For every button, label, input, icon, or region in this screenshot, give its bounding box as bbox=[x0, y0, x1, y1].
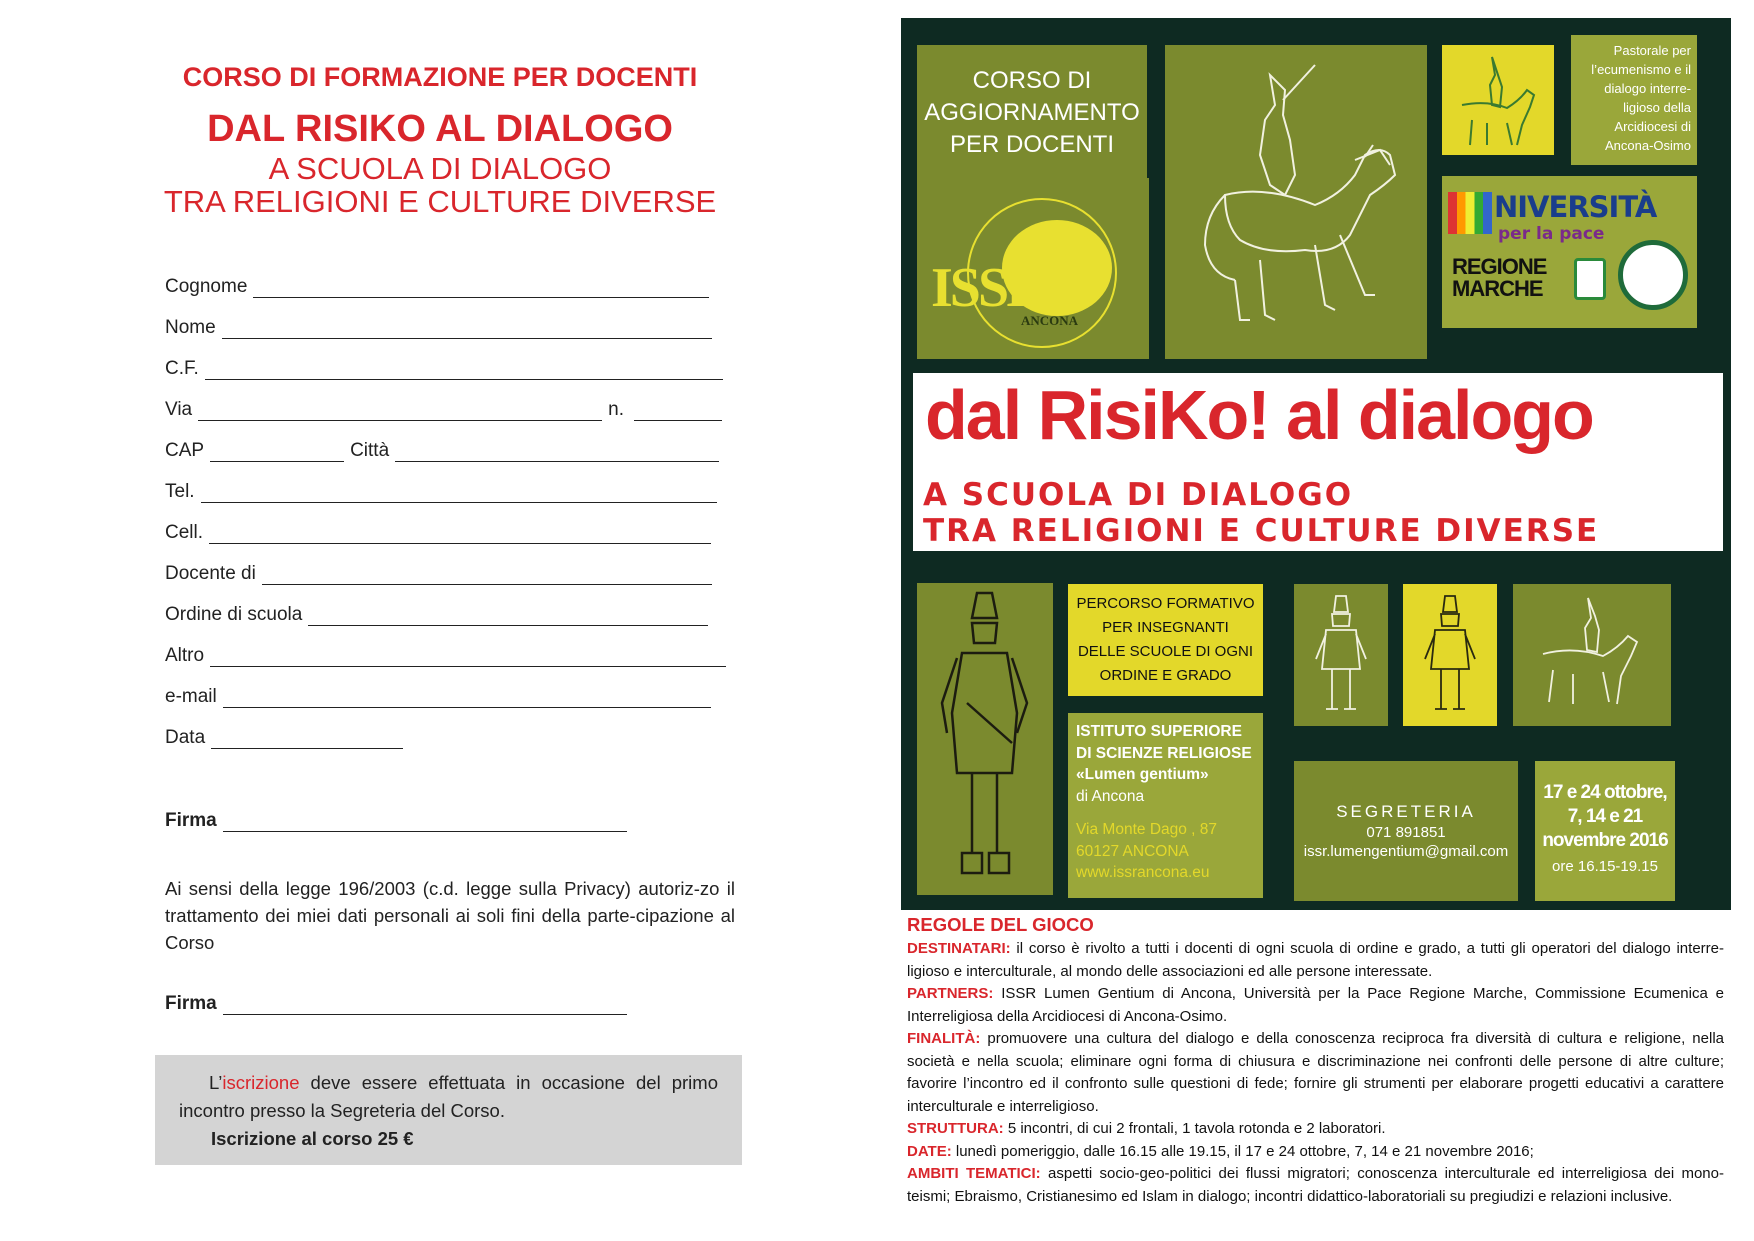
horseman-illustration-large bbox=[1165, 45, 1427, 359]
percorso-line-2: PER INSEGNANTI bbox=[1102, 619, 1229, 636]
ordine-field[interactable] bbox=[165, 594, 708, 626]
poster bbox=[901, 18, 1731, 910]
data-label: Data bbox=[165, 727, 206, 748]
docente-label: Docente di bbox=[165, 563, 256, 584]
title-banner bbox=[913, 373, 1723, 551]
course-subtitle-2: TRA RELIGIONI E CULTURE DIVERSE bbox=[163, 184, 717, 219]
percorso-line-4: ORDINE E GRADO bbox=[1099, 667, 1232, 684]
corso-line-2: AGGIORNAMENTO bbox=[924, 99, 1140, 126]
cell-field[interactable] bbox=[165, 512, 711, 544]
regione-label: REGIONE MARCHE bbox=[1452, 254, 1547, 301]
soldier-illustration-small-2 bbox=[1403, 584, 1497, 726]
nome-field[interactable] bbox=[165, 307, 712, 339]
tel-line[interactable] bbox=[201, 483, 717, 503]
corso-line-3: PER DOCENTI bbox=[949, 131, 1114, 158]
cap-field[interactable] bbox=[165, 430, 719, 462]
banner-subtitle-2: TRA RELIGIONI E CULTURE DIVERSE bbox=[923, 513, 1600, 549]
email-line[interactable] bbox=[223, 688, 711, 708]
banner-subtitle-1: A SCUOLA DI DIALOGO bbox=[923, 477, 1354, 513]
firma-field-2[interactable] bbox=[165, 983, 627, 1015]
cf-field[interactable] bbox=[165, 348, 723, 380]
percorso-line-1: PERCORSO FORMATIVO bbox=[1076, 595, 1255, 612]
cap-line[interactable] bbox=[210, 442, 344, 462]
firma-line-2[interactable] bbox=[223, 995, 627, 1015]
docente-field[interactable] bbox=[165, 553, 712, 585]
numero-label: n. bbox=[608, 399, 624, 420]
firma-label-2: Firma bbox=[165, 993, 217, 1014]
cell-line[interactable] bbox=[209, 524, 711, 544]
horseman-illustration-small bbox=[1442, 45, 1554, 155]
course-header: CORSO DI FORMAZIONE PER DOCENTI bbox=[182, 62, 698, 92]
registration-keyword: iscrizione bbox=[222, 1072, 300, 1093]
cognome-label: Cognome bbox=[165, 276, 248, 297]
rules-section bbox=[907, 912, 1724, 1208]
segreteria-panel bbox=[1294, 761, 1518, 901]
firma-field-1[interactable] bbox=[165, 800, 627, 832]
partners-panel bbox=[1442, 176, 1697, 328]
dates-hours: ore 16.15-19.15 bbox=[1552, 858, 1658, 875]
consiglio-regionale-seal-icon bbox=[1618, 240, 1688, 310]
cognome-line[interactable] bbox=[253, 278, 709, 298]
soldier-illustration-large bbox=[917, 583, 1053, 895]
cell-label: Cell. bbox=[165, 522, 204, 543]
registration-box bbox=[155, 1055, 742, 1165]
numero-line[interactable] bbox=[634, 401, 722, 421]
corso-line-1: CORSO DI bbox=[972, 67, 1092, 94]
cap-label: CAP bbox=[165, 440, 205, 461]
email-label: e-mail bbox=[165, 686, 217, 707]
ordine-label: Ordine di scuola bbox=[165, 604, 303, 625]
banner-title: dal RisiKo! al dialogo bbox=[925, 376, 1593, 454]
dates-line-2: 7, 14 e 21 bbox=[1567, 806, 1643, 827]
rules-ambiti: AMBITI TEMATICI: aspetti socio-geo-politici dei flussi migratori; conoscenza interculturale ed interreligiosa dei mono-teismi; Ebraismo, Cristianesimo ed Islam in dialogo; incontri didattico-laboratoriali su pregiudizi e relazioni inclusive. bbox=[907, 1165, 1724, 1205]
rules-date: DATE: lunedì pomeriggio, dalle 16.15 alle 19.15, il 17 e 24 ottobre, 7, 14 e 21 novembre 2016; bbox=[907, 1142, 1534, 1160]
tel-label: Tel. bbox=[165, 481, 195, 502]
pastorale-text: Pastorale per l’ecumenismo e il dialogo interre-ligioso della Arcidiocesi di Ancona-Osimo bbox=[1591, 43, 1691, 153]
firma-line-1[interactable] bbox=[223, 812, 627, 832]
registration-fee: Iscrizione al corso 25 € bbox=[211, 1128, 414, 1149]
regione-marche-emblem-icon bbox=[1574, 258, 1606, 300]
soldier-illustration-small-1 bbox=[1294, 584, 1388, 726]
horseman-panel-large bbox=[1165, 45, 1427, 359]
data-field[interactable] bbox=[165, 717, 403, 749]
istituto-line-1: ISTITUTO SUPERIORE bbox=[1076, 723, 1242, 740]
issr-logo-text: ISSR bbox=[931, 257, 1044, 319]
privacy-text: Ai sensi della legge 196/2003 (c.d. legge sulla Privacy) autoriz-zo il trattamento dei miei dati personali ai soli fini della parte-cipazione al Corso bbox=[165, 878, 735, 953]
corso-panel bbox=[917, 45, 1147, 181]
rules-destinatari: DESTINATARI: il corso è rivolto a tutti i docenti di ogni scuola di ordine e grado, a tutti gli operatori del dialogo interre-ligioso e interculturale, al mondo delle associazioni ed alle persone interessate. bbox=[907, 940, 1724, 980]
registration-text: L’iscrizione deve essere effettuata in occasione del primo incontro presso la Segreteria del Corso. bbox=[179, 1072, 718, 1121]
via-field[interactable] bbox=[165, 389, 722, 421]
soldier-panel-left bbox=[917, 583, 1053, 895]
rainbow-u-icon bbox=[1448, 192, 1492, 234]
horseman-panel-bottom bbox=[1513, 584, 1671, 726]
cf-label: C.F. bbox=[165, 358, 199, 379]
citta-line[interactable] bbox=[395, 442, 719, 462]
istituto-line-4: di Ancona bbox=[1076, 787, 1145, 805]
citta-label: Città bbox=[350, 440, 390, 461]
rules-partners: PARTNERS: ISSR Lumen Gentium di Ancona, Università per la Pace Regione Marche, Commissione Ecumenica e Interreligiosa della Arcidiocesi di Ancona-Osimo. bbox=[907, 985, 1724, 1025]
issr-logo-city: ANCONA bbox=[1021, 313, 1079, 328]
istituto-address-2: 60127 ANCONA bbox=[1076, 842, 1189, 860]
firma-label-1: Firma bbox=[165, 810, 217, 831]
altro-field[interactable] bbox=[165, 635, 726, 667]
istituto-address-1: Via Monte Dago , 87 bbox=[1076, 821, 1218, 838]
course-subtitle-1: A SCUOLA DI DIALOGO bbox=[268, 151, 612, 186]
soldier-panel-small-1 bbox=[1294, 584, 1388, 726]
rules-finalita: FINALITÀ: promuovere una cultura del dialogo e della conoscenza reciproca fra diversità di cultura e religione, nella società e nella scuola; eliminare ogni forma di chiusura e discriminazione nei confronti delle persone di altre culture; favorire l’incontro ed il confronto sulle questioni di fede; fornire gli strumenti per elaborare progetti educativi a carattere interculturale e interreligioso. bbox=[907, 1030, 1724, 1115]
horseman-panel-small bbox=[1442, 45, 1554, 155]
universita-title: NIVERSITÀ bbox=[1494, 190, 1657, 224]
pastorale-panel bbox=[1571, 35, 1697, 165]
istituto-line-2: DI SCIENZE RELIGIOSE bbox=[1076, 744, 1252, 762]
rules-struttura: STRUTTURA: 5 incontri, di cui 2 frontali, 1 tavola rotonda e 2 laboratori. bbox=[907, 1120, 1386, 1137]
email-field[interactable] bbox=[165, 676, 711, 708]
issr-logo-panel bbox=[917, 178, 1149, 359]
ordine-line[interactable] bbox=[308, 606, 708, 626]
altro-line[interactable] bbox=[210, 647, 726, 667]
segreteria-phone: 071 891851 bbox=[1366, 824, 1446, 841]
tel-field[interactable] bbox=[165, 471, 717, 503]
nome-label: Nome bbox=[165, 317, 216, 338]
altro-label: Altro bbox=[165, 645, 205, 666]
universita-subtitle: per la pace bbox=[1498, 224, 1605, 244]
istituto-panel bbox=[1068, 713, 1263, 898]
segreteria-label: SEGRETERIA bbox=[1336, 802, 1476, 821]
percorso-line-3: DELLE SCUOLE DI OGNI bbox=[1077, 643, 1254, 660]
dates-panel bbox=[1535, 761, 1675, 901]
cognome-field[interactable] bbox=[165, 266, 709, 298]
cf-line[interactable] bbox=[205, 360, 723, 380]
horseman-illustration-bottom bbox=[1513, 584, 1671, 726]
dates-line-1: 17 e 24 ottobre, bbox=[1543, 782, 1667, 803]
segreteria-email[interactable]: issr.lumengentium@gmail.com bbox=[1303, 843, 1509, 860]
docente-line[interactable] bbox=[262, 565, 712, 585]
soldier-panel-small-2 bbox=[1403, 584, 1497, 726]
data-line[interactable] bbox=[211, 729, 403, 749]
percorso-panel bbox=[1068, 584, 1263, 696]
via-label: Via bbox=[165, 399, 193, 420]
nome-line[interactable] bbox=[222, 319, 712, 339]
rules-heading: REGOLE DEL GIOCO bbox=[907, 914, 1094, 935]
course-title: DAL RISIKO AL DIALOGO bbox=[207, 108, 673, 150]
istituto-line-3: «Lumen gentium» bbox=[1076, 766, 1209, 783]
istituto-website[interactable]: www.issrancona.eu bbox=[1076, 864, 1210, 881]
dates-line-3: novembre 2016 bbox=[1542, 830, 1668, 851]
via-line[interactable] bbox=[198, 401, 602, 421]
